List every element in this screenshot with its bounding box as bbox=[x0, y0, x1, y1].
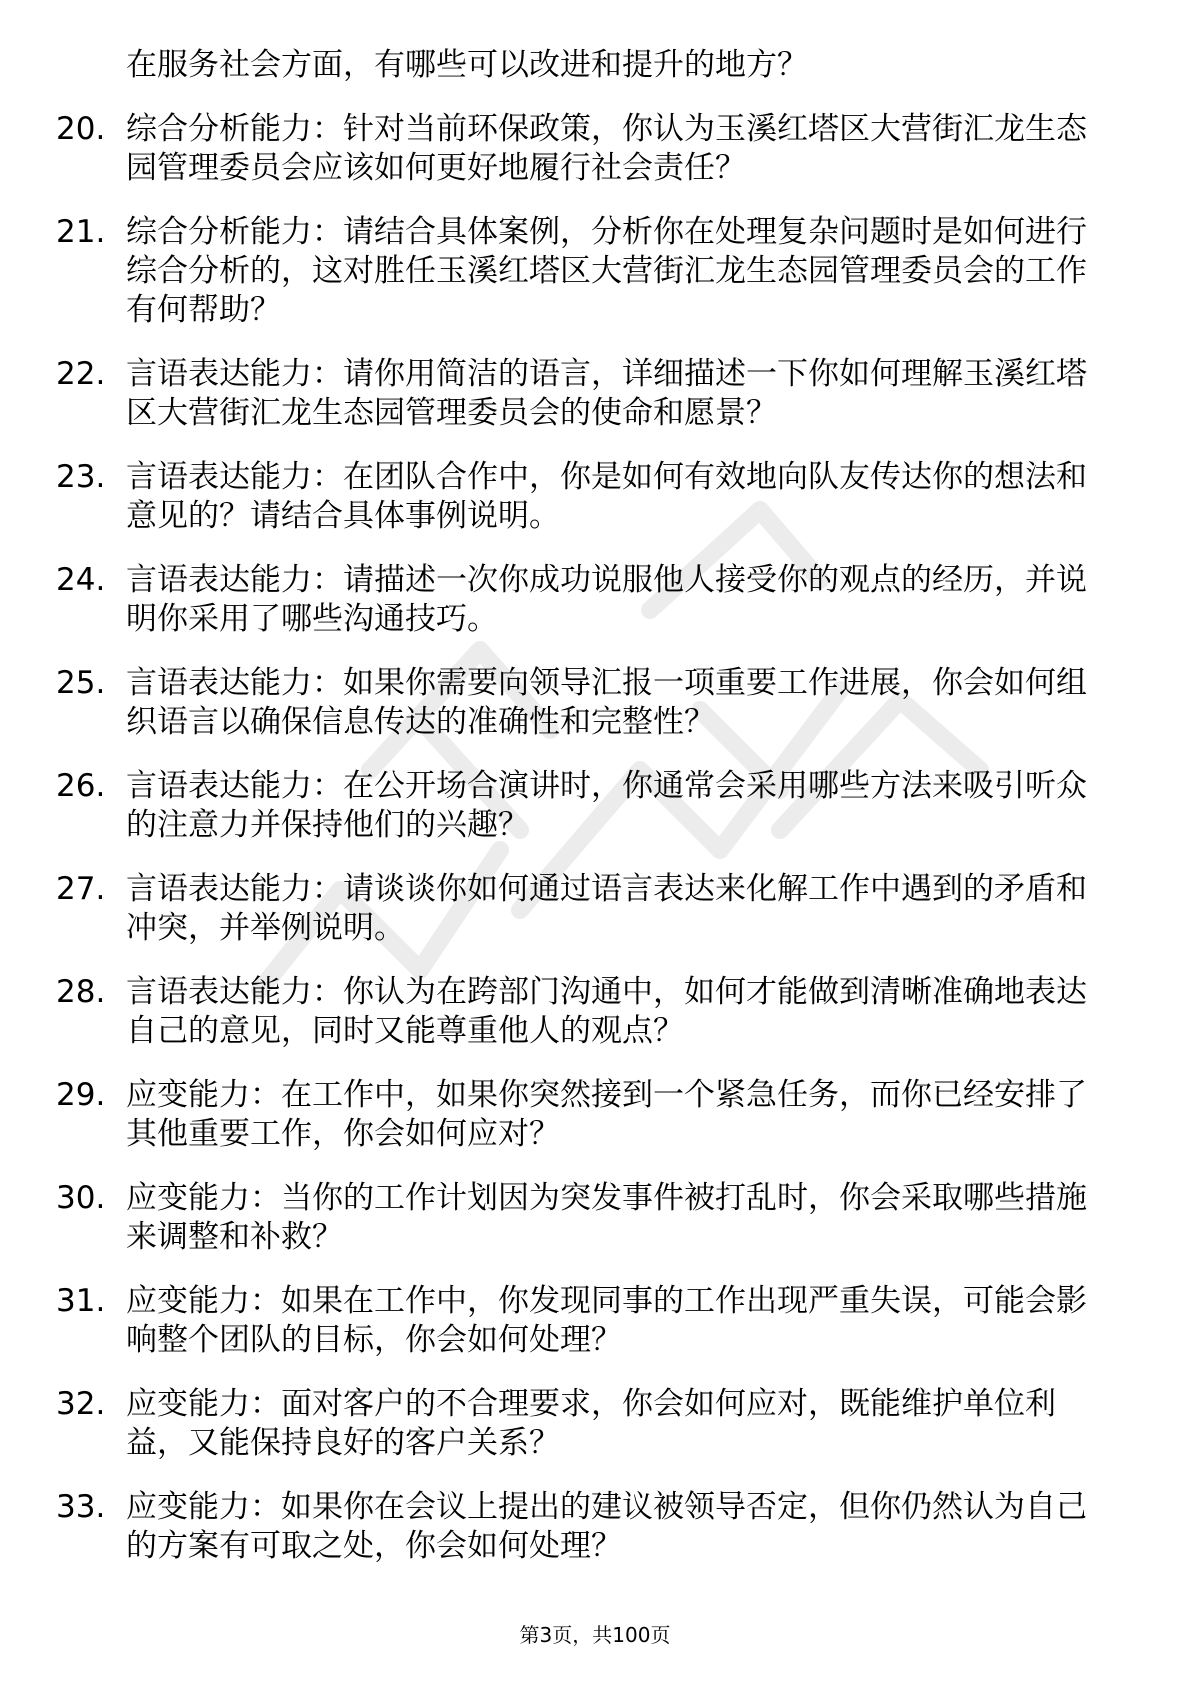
page-footer: 第3页，共100页 bbox=[519, 1623, 671, 1647]
item-number: 33. bbox=[56, 1489, 106, 1525]
list-item bbox=[0, 664, 1190, 742]
item-number: 31. bbox=[56, 1283, 106, 1319]
list-item bbox=[0, 767, 1190, 845]
item-number: 25. bbox=[56, 665, 106, 701]
item-number: 30. bbox=[56, 1180, 106, 1216]
item-text: 言语表达能力：你认为在跨部门沟通中，如何才能做到清晰准确地表达自己的意见，同时又能尊重他人的观点？ bbox=[126, 974, 1087, 1049]
item-number: 21. bbox=[56, 214, 106, 250]
list-item bbox=[0, 110, 1190, 188]
list-item bbox=[0, 870, 1190, 948]
list-item bbox=[0, 355, 1190, 433]
item-text: 应变能力：如果你在会议上提出的建议被领导否定，但你仍然认为自己的方案有可取之处，你会如何处理？ bbox=[126, 1489, 1087, 1564]
item-text: 应变能力：面对客户的不合理要求，你会如何应对，既能维护单位利益，又能保持良好的客户关系？ bbox=[126, 1386, 1056, 1461]
item-number: 32. bbox=[56, 1386, 106, 1422]
list-item bbox=[0, 1282, 1190, 1360]
item-number: 20. bbox=[56, 111, 106, 147]
item-text: 言语表达能力：请谈谈你如何通过语言表达来化解工作中遇到的矛盾和冲突，并举例说明。 bbox=[126, 871, 1087, 946]
item-number: 29. bbox=[56, 1077, 106, 1113]
item-text: 综合分析能力：针对当前环保政策，你认为玉溪红塔区大营街汇龙生态园管理委员会应该如何更好地履行社会责任？ bbox=[126, 111, 1087, 186]
item-number: 23. bbox=[56, 459, 106, 495]
item-text: 言语表达能力：请你用简洁的语言，详细描述一下你如何理解玉溪红塔区大营街汇龙生态园管理委员会的使命和愿景？ bbox=[126, 356, 1087, 431]
list-item bbox=[0, 213, 1190, 330]
item-number: 24. bbox=[56, 562, 106, 598]
item-number: 22. bbox=[56, 356, 106, 392]
item-text: 综合分析能力：请结合具体案例，分析你在处理复杂问题时是如何进行综合分析的，这对胜任玉溪红塔区大营街汇龙生态园管理委员会的工作有何帮助？ bbox=[126, 214, 1087, 328]
list-item bbox=[0, 561, 1190, 639]
item-text: 言语表达能力：在公开场合演讲时，你通常会采用哪些方法来吸引听众的注意力并保持他们的兴趣？ bbox=[126, 768, 1087, 843]
item-text: 应变能力：当你的工作计划因为突发事件被打乱时，你会采取哪些措施来调整和补救？ bbox=[126, 1180, 1087, 1255]
item-text: 言语表达能力：在团队合作中，你是如何有效地向队友传达你的想法和意见的？请结合具体事例说明。 bbox=[126, 459, 1087, 534]
item-number: 26. bbox=[56, 768, 106, 804]
list-item bbox=[0, 1385, 1190, 1463]
list-item bbox=[0, 1179, 1190, 1257]
list-item bbox=[0, 1076, 1190, 1154]
item-number: 27. bbox=[56, 871, 106, 907]
list-item bbox=[0, 973, 1190, 1051]
item-number: 28. bbox=[56, 974, 106, 1010]
list-item bbox=[0, 458, 1190, 536]
question-list bbox=[0, 46, 1190, 1591]
item-text: 应变能力：如果在工作中，你发现同事的工作出现严重失误，可能会影响整个团队的目标，你会如何处理？ bbox=[126, 1283, 1087, 1358]
item-text: 言语表达能力：如果你需要向领导汇报一项重要工作进展，你会如何组织语言以确保信息传达的准确性和完整性？ bbox=[126, 665, 1087, 740]
item-text: 在服务社会方面，有哪些可以改进和提升的地方？ bbox=[126, 47, 808, 83]
item-text: 言语表达能力：请描述一次你成功说服他人接受你的观点的经历，并说明你采用了哪些沟通技巧。 bbox=[126, 562, 1087, 637]
item-text: 应变能力：在工作中，如果你突然接到一个紧急任务，而你已经安排了其他重要工作，你会如何应对？ bbox=[126, 1077, 1087, 1152]
list-item-continuation bbox=[0, 46, 1190, 85]
list-item bbox=[0, 1488, 1190, 1566]
